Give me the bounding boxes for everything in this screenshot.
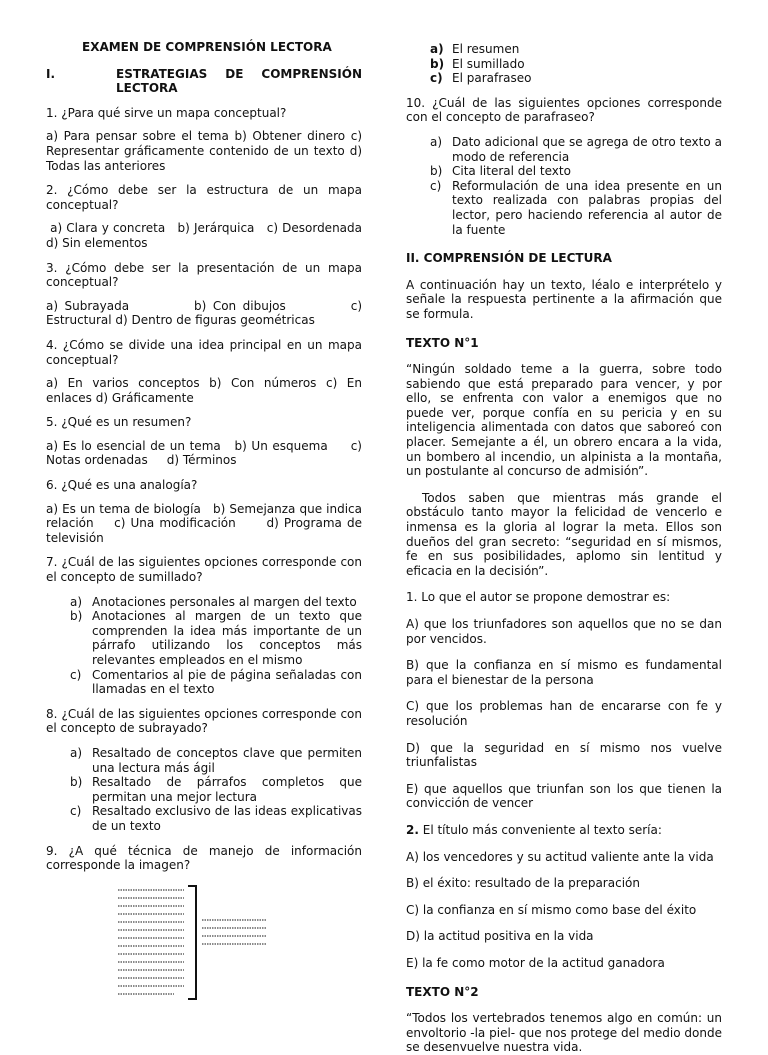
left-column <box>46 40 366 1003</box>
question-9: 9. ¿A qué técnica de manejo de información corresponde la imagen? <box>46 843 362 873</box>
question-6: 6. ¿Qué es una analogía? <box>46 478 198 493</box>
option-label: b) <box>70 775 83 790</box>
option-text: Anotaciones al margen de un texto que comprenden la idea más importante de un párrafo utilizando los conceptos más relevantes empleados en el mismo <box>92 609 362 667</box>
question-10: 10. ¿Cuál de las siguientes opciones corresponde con el concepto de parafraseo? <box>406 95 722 125</box>
answer-option-a: A) que los triunfadores son aquellos que no se dan por vencidos. <box>406 617 722 646</box>
option-text: Resaltado de párrafos completos que permitan una mejor lectura <box>92 775 362 804</box>
option-label: b) <box>430 56 445 71</box>
section-heading-1 <box>46 67 362 96</box>
list-item <box>46 746 362 775</box>
option-text: El resumen <box>452 42 520 56</box>
option-label: b) <box>70 609 83 624</box>
question-4: 4. ¿Cómo se divide una idea principal en un mapa conceptual? <box>46 337 362 367</box>
option-label: c) <box>70 667 82 682</box>
texto-2-paragraph-1: “Todos los vertebrados tenemos algo en común: un envoltorio -la piel- que nos protege del medio donde se desenvuelve nuestra vida. <box>406 1011 722 1055</box>
question-10-options <box>406 135 722 237</box>
question-6-options: a) Es un tema de biología b) Semejanza que indica relación c) Una modificación d) Programa de televisión <box>46 501 366 545</box>
option-text: Resaltado exclusivo de las ideas explicativas de un texto <box>92 804 362 833</box>
texto-1-paragraph-2: Todos saben que mientras más grande el obstáculo tanto mayor la felicidad de vencerlo e inmensa es la gloria al lograr la meta. Ellos son dueños del gran secreto: “seguridad en sí mismos, fe en sus posibilidades, aplomo sin lentitud y eficacia en la decisión”. <box>406 490 722 578</box>
question-9-options <box>406 42 722 86</box>
question-3: 3. ¿Cómo debe ser la presentación de un mapa conceptual? <box>46 260 362 290</box>
question-2-options: a) Clara y concreta b) Jerárquica c) Desordenada d) Sin elementos <box>46 221 366 250</box>
list-item <box>406 57 722 72</box>
texto-1-paragraph-1: “Ningún soldado teme a la guerra, sobre todo sabiendo que está preparado para vencer, y por ello, se enfrenta con valor a enemigos que no puede ver, porque confía en su pericia y en su inteligencia alimentada con datos que saboreó con placer. Semejante a él, un obrero encara a la vida, un bombero al incendio, un alpinista a la montaña, un postulante al concurso de admisión”. <box>406 362 722 479</box>
question-3-options: a) Subrayada b) Con dibujos c) Estructural d) Dentro de figuras geométricas <box>46 298 366 328</box>
option-text: Anotaciones personales al margen del texto <box>92 594 357 609</box>
answer-option-e: E) la fe como motor de la actitud ganadora <box>406 955 665 970</box>
option-label: a) <box>70 594 83 609</box>
sumillado-diagram-icon <box>116 883 266 1003</box>
question-8-options <box>46 746 362 834</box>
answer-option-e: E) que aquellos que triunfan son los que tienen la convicción de vencer <box>406 781 722 811</box>
question-4-options: a) En varios conceptos b) Con números c) En enlaces d) Gráficamente <box>46 376 362 405</box>
question-7-options <box>46 595 362 697</box>
section-number: I. <box>46 66 56 81</box>
option-text: Resaltado de conceptos clave que permiten una lectura más ágil <box>92 745 362 775</box>
option-label: c) <box>70 804 82 819</box>
exam-title: EXAMEN DE COMPRENSIÓN LECTORA <box>82 40 332 54</box>
option-label: a) <box>430 134 443 149</box>
section-heading-2: II. COMPRENSIÓN DE LECTURA <box>406 251 612 266</box>
option-text: Cita literal del texto <box>452 164 571 179</box>
reading-intro: A continuación hay un texto, léalo e interprételo y señale la respuesta pertinente a la afirmación que se formula. <box>406 277 722 321</box>
list-item <box>46 775 362 804</box>
list-item <box>406 135 722 164</box>
list-item <box>46 609 362 667</box>
option-label: c) <box>430 71 443 86</box>
list-item <box>46 804 362 833</box>
question-1: 1. ¿Para qué sirve un mapa conceptual? <box>46 105 287 120</box>
reading-question-2 <box>406 823 722 838</box>
question-5: 5. ¿Qué es un resumen? <box>46 415 192 430</box>
reading-question-1: 1. Lo que el autor se propone demostrar es: <box>406 590 671 605</box>
right-column <box>406 42 722 1055</box>
option-text: Reformulación de una idea presente en un texto realizada con palabras propias del lector, pero haciendo referencia al autor de la fuente <box>452 178 722 237</box>
list-item <box>406 42 722 57</box>
question-7: 7. ¿Cuál de las siguientes opciones corresponde con el concepto de sumillado? <box>46 555 362 585</box>
texto-1-heading: TEXTO N°1 <box>406 335 479 350</box>
answer-option-d: D) la actitud positiva en la vida <box>406 929 594 944</box>
question-5-options: a) Es lo esencial de un tema b) Un esquema c) Notas ordenadas d) Términos <box>46 438 366 468</box>
section-label: ESTRATEGIAS DE COMPRENSIÓN LECTORA <box>116 66 362 96</box>
question-number: 2. <box>406 822 419 837</box>
option-label: b) <box>430 164 443 179</box>
option-text: El sumillado <box>452 56 525 71</box>
answer-option-c: C) que los problemas han de encararse con fe y resolución <box>406 699 722 728</box>
answer-option-c: C) la confianza en sí mismo como base del éxito <box>406 902 697 917</box>
option-label: a) <box>430 42 444 56</box>
question-8: 8. ¿Cuál de las siguientes opciones corresponde con el concepto de subrayado? <box>46 706 362 736</box>
answer-option-d: D) que la seguridad en sí mismo nos vuelve triunfalistas <box>406 740 722 770</box>
question-text: El título más conveniente al texto sería: <box>418 822 662 837</box>
texto-2-heading: TEXTO N°2 <box>406 984 479 999</box>
question-1-options: a) Para pensar sobre el tema b) Obtener dinero c) Representar gráficamente contenido de un texto d) Todas las anteriores <box>46 129 362 173</box>
answer-option-b: B) el éxito: resultado de la preparación <box>406 876 640 891</box>
list-item <box>406 164 722 179</box>
option-label: c) <box>430 178 442 193</box>
sumillado-illustration <box>116 883 266 1003</box>
question-2: 2. ¿Cómo debe ser la estructura de un mapa conceptual? <box>46 183 362 212</box>
option-text: Dato adicional que se agrega de otro texto a modo de referencia <box>452 134 722 164</box>
option-label: a) <box>70 745 83 760</box>
answer-option-b: B) que la confianza en sí mismo es fundamental para el bienestar de la persona <box>406 658 722 687</box>
list-item <box>406 71 722 86</box>
answer-option-a: A) los vencedores y su actitud valiente ante la vida <box>406 849 714 864</box>
list-item <box>46 668 362 697</box>
option-text: Comentarios al pie de página señaladas con llamadas en el texto <box>92 667 362 697</box>
option-text: El parafraseo <box>452 71 532 86</box>
list-item <box>46 595 362 610</box>
list-item <box>406 179 722 237</box>
